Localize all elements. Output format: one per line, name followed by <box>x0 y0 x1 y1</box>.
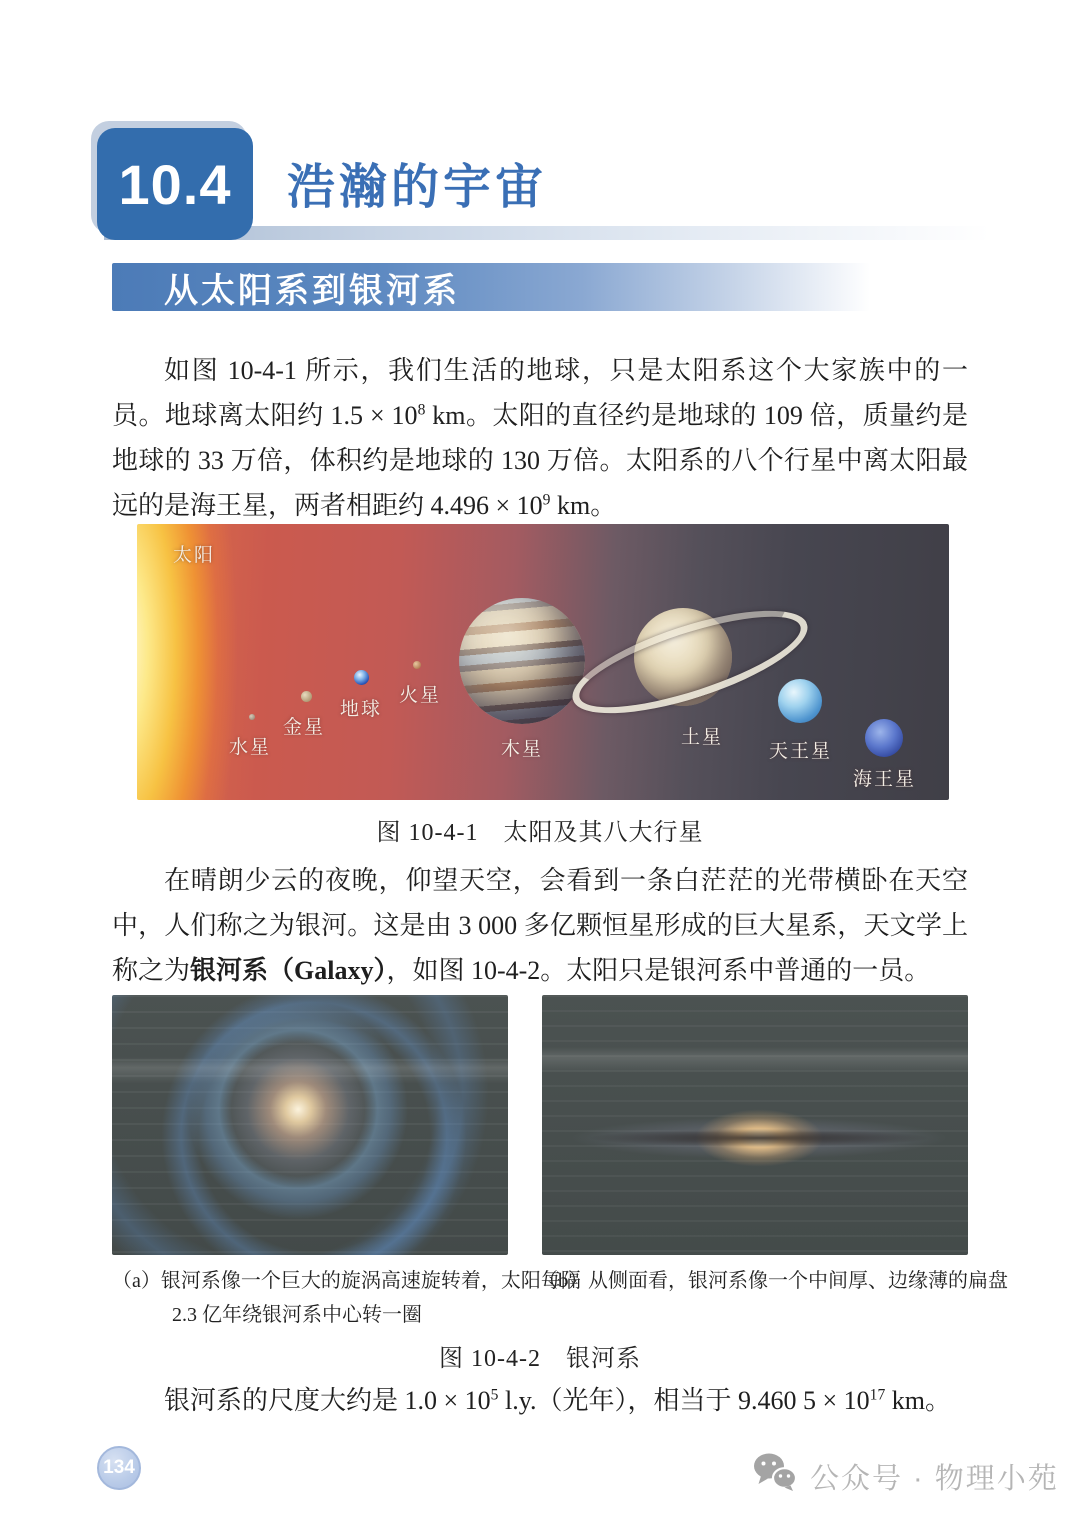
label-mercury: 水星 <box>229 737 272 758</box>
label-venus: 金星 <box>283 717 326 738</box>
planet-uranus <box>778 679 822 723</box>
planet-venus <box>301 691 312 702</box>
label-mars: 火星 <box>399 685 442 706</box>
figure1-caption: 图 10-4-1 太阳及其八大行星 <box>376 820 704 846</box>
section-banner <box>112 263 870 311</box>
planet-mercury <box>249 714 255 720</box>
page-number: 134 <box>103 1457 135 1478</box>
planet-mars <box>413 661 421 669</box>
page-number-badge <box>97 1446 141 1490</box>
paragraph-milky-way: 在晴朗少云的夜晚，仰望天空，会看到一条白茫茫的光带横卧在天空中，人们称之为银河。这是由 3 000 多亿颗恒星形成的巨大星系，天文学上称之为银河系（Galaxy），如图 10-4-2。太阳只是银河系中普通的一员。 <box>112 866 968 985</box>
label-saturn: 土星 <box>681 727 724 748</box>
label-sun: 太阳 <box>173 545 216 566</box>
galaxy-edge-on-image <box>542 995 968 1255</box>
paragraph-solar-system: 如图 10-4-1 所示，我们生活的地球，只是太阳系这个大家族中的一员。地球离太阳约 $1.5 \times 10^8$ km。太阳的直径约是地球的 109 倍，质量约是地球的 33 万倍，体积约是地球的 130 万倍。太阳系的八个行星中离太阳最远的是海王星，两者相距约 $4.496 \times 10^9$ km。 <box>112 356 968 520</box>
section-number: 10.4 <box>118 152 232 216</box>
figure-solar-system <box>137 524 949 800</box>
figure2-subcaption-b: （b）从侧面看，银河系像一个中间厚、边缘薄的扁盘 <box>538 1270 1008 1292</box>
watermark <box>752 1452 1059 1500</box>
section-number-badge <box>97 128 253 240</box>
planet-earth <box>354 670 369 685</box>
label-neptune: 海王星 <box>853 769 917 790</box>
label-earth: 地球 <box>340 699 383 720</box>
label-uranus: 天王星 <box>769 741 833 762</box>
watermark-text: 公众号 · 物理小苑 <box>810 1462 1059 1495</box>
figure2-caption: 图 10-4-2 银河系 <box>439 1346 641 1372</box>
figure2-subcaption-a: （a）银河系像一个巨大的旋涡高速旋转着，太阳每隔 2.3 亿年绕银河系中心转一圈 <box>112 1270 581 1326</box>
planet-neptune <box>865 719 903 757</box>
paragraph-galaxy-scale: 银河系的尺度大约是 $1.0 \times 10^5$ l.y.（光年），相当于 9.460 $5 \times 10^{17}$ km。 <box>164 1386 951 1415</box>
section-banner-title: 从太阳系到银河系 <box>164 271 460 310</box>
galaxy-spiral-image <box>112 995 508 1255</box>
planet-jupiter <box>459 598 585 724</box>
label-jupiter: 木星 <box>501 739 544 760</box>
wechat-icon <box>752 1452 798 1500</box>
page-title: 浩瀚的宇宙 <box>287 161 548 214</box>
